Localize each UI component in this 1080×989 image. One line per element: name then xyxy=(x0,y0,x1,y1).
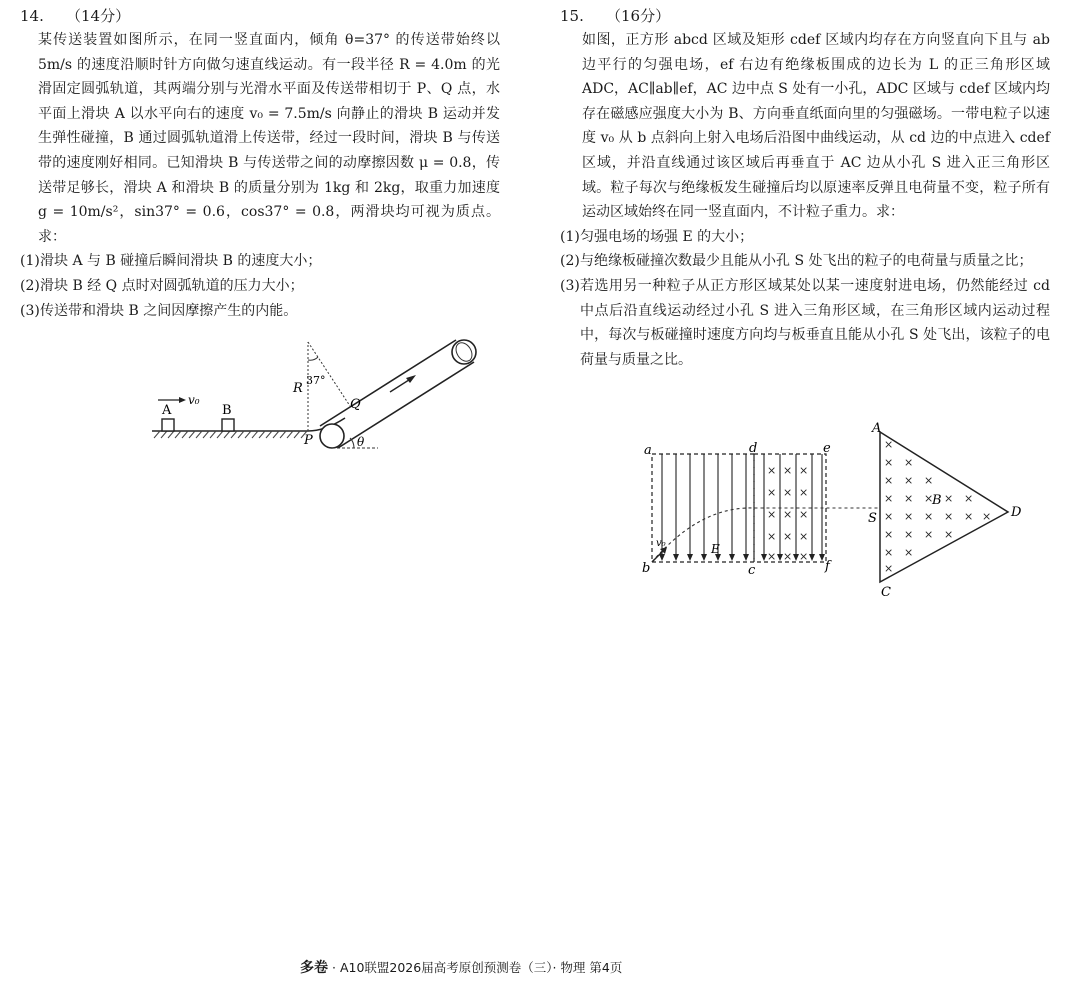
label-D: D xyxy=(1011,505,1022,520)
label-v0-b: v₀ xyxy=(656,538,666,549)
subquestion-label: (1) xyxy=(560,228,580,245)
subquestion-label: (2) xyxy=(560,253,580,270)
label-A: A xyxy=(872,421,882,436)
question-15-stem xyxy=(560,28,1050,225)
label-v0: v₀ xyxy=(188,393,200,407)
svg-text:×: × xyxy=(884,528,894,541)
label-P: P xyxy=(304,433,313,448)
label-d: d xyxy=(749,441,758,456)
subquestion-label: (2) xyxy=(20,277,40,294)
label-f: f xyxy=(825,559,830,574)
svg-text:×: × xyxy=(799,508,809,521)
label-e: e xyxy=(823,441,831,456)
svg-text:×: × xyxy=(767,486,777,499)
subquestion-text: 若选用另一种粒子从正方形区域某处以某一速度射进电场，仍然能经过 cd 中点后沿直线运动经过小孔 S 进入三角形区域，在三角形区域内运动过程中，每次与板碰撞时速度方向均与板垂直且能从小孔 S 处飞出，该粒子的电荷量与质量之比。 xyxy=(580,277,1050,368)
svg-text:×: × xyxy=(964,492,974,505)
svg-text:×: × xyxy=(944,510,954,523)
svg-text:×: × xyxy=(904,456,914,469)
svg-text:×: × xyxy=(799,530,809,543)
square-abcd xyxy=(652,454,754,562)
subquestion-label: (1) xyxy=(20,253,40,270)
subquestion-text: 滑块 A 与 B 碰撞后瞬间滑块 B 的速度大小； xyxy=(40,253,322,270)
subquestion-text: 传送带和滑块 B 之间因摩擦产生的内能。 xyxy=(40,302,298,319)
svg-text:×: × xyxy=(884,510,894,523)
svg-text:×: × xyxy=(783,530,793,543)
svg-text:×: × xyxy=(924,492,934,505)
block-A xyxy=(162,419,174,431)
ground-hatching xyxy=(154,431,307,438)
svg-text:×: × xyxy=(884,562,894,575)
subquestion xyxy=(20,274,500,299)
conveyor-figure xyxy=(140,330,520,460)
svg-text:×: × xyxy=(924,474,934,487)
label-A: A xyxy=(162,403,172,418)
angle-arc-37 xyxy=(308,357,318,360)
field-arrowheads-abcd xyxy=(659,554,749,561)
question-15-score: （16分） xyxy=(606,7,671,25)
label-a: a xyxy=(644,443,652,458)
svg-text:×: × xyxy=(904,474,914,487)
svg-text:×: × xyxy=(944,528,954,541)
question-14-header xyxy=(20,4,500,28)
question-14-score: （14分） xyxy=(66,7,131,25)
svg-text:×: × xyxy=(783,464,793,477)
footer-logo: 多卷 xyxy=(300,960,328,976)
block-B xyxy=(222,419,234,431)
subquestion xyxy=(560,274,1050,372)
label-C: C xyxy=(881,585,891,600)
label-S: S xyxy=(868,511,877,526)
label-Q: Q xyxy=(350,397,361,412)
velocity-arrow-head xyxy=(179,397,186,403)
label-B-field: B xyxy=(932,493,942,508)
field-figure xyxy=(630,420,1030,600)
question-14-stem-text: 某传送装置如图所示，在同一竖直面内，倾角 θ=37° 的传送带始终以 5m/s 的速度沿顺时针方向做匀速直线运动。有一段半径 R = 4.0m 的光滑固定圆弧轨道，其两端分别与光滑水平面及传送带相切于 P、Q 点，水平面上滑块 A 以水平向右的速度 v₀ = 7.5m/s 向静止的滑块 B 运动并发生弹性碰撞，B 通过圆弧轨道滑上传送带，经过一段时间，滑块 B 与传送带的速度刚好相同。已知滑块 B 与传送带之间的动摩擦因数 μ = 0.8，传送带足够长，滑块 A 和滑块 B 的质量分别为 1kg 和 2kg，取重力加速度 g = 10m/s²，sin37° = 0.6，cos37° = 0.8，两滑块均可视为质点。求： xyxy=(38,32,500,245)
subquestion xyxy=(20,299,500,324)
svg-text:×: × xyxy=(767,464,777,477)
question-14-subquestions xyxy=(20,249,500,323)
svg-text:×: × xyxy=(799,464,809,477)
label-B: B xyxy=(222,403,232,418)
svg-text:×: × xyxy=(944,492,954,505)
page-footer xyxy=(300,958,780,978)
svg-text:×: × xyxy=(783,550,793,563)
svg-text:×: × xyxy=(904,528,914,541)
svg-text:×: × xyxy=(783,508,793,521)
subquestion-text: 与绝缘板碰撞次数最少且能从小孔 S 处飞出的粒子的电荷量与质量之比； xyxy=(580,253,1033,270)
magnetic-field-cdef xyxy=(767,464,808,563)
svg-text:×: × xyxy=(884,456,894,469)
label-E: E xyxy=(711,542,720,556)
subquestion-label: (3) xyxy=(20,302,40,319)
svg-text:×: × xyxy=(799,486,809,499)
subquestion-text: 滑块 B 经 Q 点时对圆弧轨道的压力大小； xyxy=(40,277,304,294)
bottom-pulley xyxy=(320,424,344,448)
question-15 xyxy=(560,4,1050,372)
svg-text:×: × xyxy=(964,510,974,523)
subquestion xyxy=(560,225,1050,250)
question-14 xyxy=(20,4,500,323)
question-15-header xyxy=(560,4,1050,28)
subquestion xyxy=(20,249,500,274)
triangle-ADC xyxy=(880,432,1008,582)
subquestion-text: 匀强电场的场强 E 的大小； xyxy=(580,228,754,245)
svg-text:×: × xyxy=(767,508,777,521)
svg-text:×: × xyxy=(799,550,809,563)
label-angle-37: 37° xyxy=(306,374,326,387)
svg-text:×: × xyxy=(904,510,914,523)
svg-text:×: × xyxy=(783,486,793,499)
field-lines-abcd xyxy=(662,454,746,558)
belt-upper xyxy=(320,340,456,426)
label-R: R xyxy=(293,381,303,396)
svg-text:×: × xyxy=(884,474,894,487)
svg-text:×: × xyxy=(884,492,894,505)
svg-text:×: × xyxy=(924,528,934,541)
svg-text:×: × xyxy=(982,510,992,523)
footer-text: · A10联盟2026届高考原创预测卷（三）· 物理 第4页 xyxy=(332,960,623,975)
question-15-subquestions xyxy=(560,225,1050,373)
svg-text:×: × xyxy=(767,550,777,563)
question-14-stem xyxy=(20,28,500,249)
particle-trajectory xyxy=(652,508,880,562)
question-15-number: 15. xyxy=(560,7,584,25)
question-15-stem-text: 如图，正方形 abcd 区域及矩形 cdef 区域内均存在方向竖直向下且与 ab 边平行的匀强电场，ef 右边有绝缘板围成的边长为 L 的正三角形区域 ADC，AC∥ab∥ef，AC 边中点 S 处有一小孔，ADC 区域与 cdef 区域内均存在磁感应强度大小为 B、方向垂直纸面向里的匀强磁场。一带电粒子以速度 v₀ 从 b 点斜向上射入电场后沿图中曲线运动，从 cd 边的中点进入 cdef 区域，并沿直线通过该区域后再垂直于 AC 边从小孔 S 进入正三角形区域。粒子每次与绝缘板发生碰撞后均以原速率反弹且电荷量不变，粒子所有运动区域始终在同一竖直面内，不计粒子重力。求： xyxy=(582,32,1051,221)
label-c: c xyxy=(748,563,756,578)
svg-text:×: × xyxy=(884,438,894,451)
svg-text:×: × xyxy=(904,492,914,505)
question-14-number: 14. xyxy=(20,7,44,25)
svg-text:×: × xyxy=(924,510,934,523)
svg-text:×: × xyxy=(884,546,894,559)
svg-text:×: × xyxy=(767,530,777,543)
subquestion-label: (3) xyxy=(560,277,580,294)
svg-text:×: × xyxy=(904,546,914,559)
belt-arrow-head xyxy=(406,375,416,383)
label-b: b xyxy=(642,561,651,576)
label-theta: θ xyxy=(357,435,365,449)
subquestion xyxy=(560,249,1050,274)
